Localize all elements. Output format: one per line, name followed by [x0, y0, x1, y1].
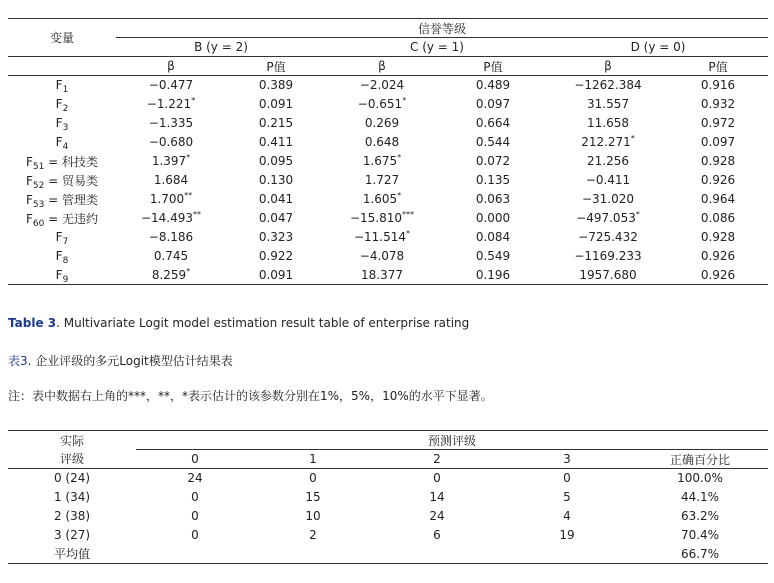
- beta-d-cell: 1957.680: [548, 266, 668, 285]
- beta-c-cell: 0.648: [364, 135, 400, 149]
- pct-cell: 44.1%: [680, 490, 720, 504]
- pvalue-d-cell: 0.926: [668, 266, 768, 285]
- table-row: [8, 190, 768, 209]
- count-cell: 24: [429, 509, 445, 523]
- pvalue-c-cell: 0.544: [475, 135, 511, 149]
- pct-cell: 70.4%: [680, 528, 720, 542]
- pvalue-c-cell: 0.489: [475, 78, 511, 93]
- count-cell: 6: [433, 528, 441, 542]
- count-cell: 15: [305, 490, 321, 504]
- group-b-header: B (y = 2): [194, 40, 248, 54]
- pvalue-header: P值: [438, 57, 548, 76]
- actual-rating-cell: 1 (34): [53, 490, 91, 504]
- pvalue-c-cell: 0.135: [475, 173, 511, 187]
- average-label: 平均值: [8, 545, 136, 564]
- count-cell: 0: [191, 490, 199, 504]
- table-row: [8, 209, 768, 228]
- beta-c-cell: −15.810***: [349, 210, 415, 225]
- pred-col-3: 3: [502, 450, 632, 469]
- beta-b-cell: −0.477: [148, 78, 194, 93]
- variable-cell: $F_1$: [55, 78, 69, 96]
- table-row: [8, 76, 768, 95]
- beta-b-cell: −1.335: [148, 116, 194, 130]
- beta-c-cell: 18.377: [326, 266, 438, 285]
- variable-cell: $F_{52}$ = 贸易类: [25, 173, 99, 191]
- beta-b-cell: 8.259*: [116, 266, 226, 285]
- pvalue-header: P值: [226, 57, 326, 76]
- beta-c-cell: −0.651*: [357, 96, 407, 111]
- count-cell: 0: [563, 471, 571, 486]
- pvalue-b-cell: 0.323: [258, 230, 294, 244]
- pvalue-d-cell: 0.932: [700, 97, 736, 111]
- beta-header: β: [116, 57, 226, 76]
- pvalue-b-cell: 0.411: [258, 135, 294, 149]
- pvalue-d-cell: 0.928: [700, 154, 736, 168]
- table-row: [8, 95, 768, 114]
- pvalue-d-cell: 0.916: [700, 78, 736, 93]
- actual-header: 实际: [8, 431, 136, 450]
- beta-b-cell: 1.684: [153, 173, 189, 187]
- count-cell: 14: [429, 490, 445, 504]
- beta-header: β: [548, 57, 668, 76]
- group-d-header: D (y = 0): [630, 40, 686, 54]
- table-row: [8, 228, 768, 247]
- pred-col-0: 0: [136, 450, 254, 469]
- count-cell: 0: [191, 528, 199, 542]
- pvalue-d-cell: 0.964: [700, 192, 736, 206]
- pvalue-c-cell: 0.664: [475, 116, 511, 130]
- caption-label: 表3: [8, 354, 28, 368]
- actual-rating-cell: 3 (27): [53, 528, 91, 542]
- beta-d-cell: −1262.384: [574, 78, 642, 93]
- beta-c-cell: −11.514*: [353, 229, 411, 244]
- pvalue-b-cell: 0.215: [258, 116, 294, 130]
- rating-group-header: 信誉等级: [116, 19, 768, 38]
- group-c-header: C (y = 1): [410, 40, 464, 54]
- count-cell: 0: [309, 471, 317, 486]
- pvalue-b-cell: 0.389: [258, 78, 294, 93]
- table-row: [8, 114, 768, 133]
- beta-d-cell: −0.411: [585, 173, 631, 187]
- table-row: [8, 171, 768, 190]
- table-row: [8, 266, 768, 285]
- count-cell: 19: [559, 528, 575, 542]
- table-row: [8, 469, 768, 488]
- beta-b-cell: −8.186: [148, 230, 194, 244]
- variable-cell: $F_{51}$ = 科技类: [25, 154, 99, 172]
- pvalue-c-cell: 0.072: [475, 154, 511, 168]
- beta-d-cell: 11.658: [587, 116, 629, 130]
- variable-header: 变量: [8, 19, 116, 57]
- pvalue-c-cell: 0.084: [475, 230, 511, 244]
- pct-header: 正确百分比: [632, 450, 768, 469]
- table-caption-zh: [8, 352, 233, 369]
- beta-c-cell: 0.269: [364, 116, 400, 130]
- pvalue-header: P值: [668, 57, 768, 76]
- count-cell: 0: [191, 509, 199, 523]
- beta-c-cell: −2.024: [359, 78, 405, 93]
- beta-d-cell: −725.432: [578, 230, 638, 244]
- caption-text: . 企业评级的多元Logit模型估计结果表: [27, 354, 233, 368]
- beta-b-cell: 1.397*: [151, 153, 191, 168]
- count-cell: 0: [433, 471, 441, 486]
- variable-cell: $F_4$: [55, 135, 69, 152]
- beta-d-cell: 212.271*: [581, 134, 635, 149]
- pct-cell: 63.2%: [680, 509, 720, 523]
- beta-d-cell: −1169.233: [574, 249, 642, 263]
- beta-d-cell: −31.020: [581, 192, 635, 206]
- logit-estimation-table: [8, 18, 768, 285]
- pvalue-b-cell: 0.130: [258, 173, 294, 187]
- pvalue-b-cell: 0.091: [258, 97, 294, 111]
- pct-cell: 100.0%: [677, 471, 723, 486]
- beta-c-cell: 1.605*: [362, 191, 402, 206]
- table-row: [8, 133, 768, 152]
- table-row: [8, 152, 768, 171]
- pred-col-1: 1: [254, 450, 372, 469]
- pvalue-c-cell: 0.196: [438, 266, 548, 285]
- pvalue-c-cell: 0.063: [475, 192, 511, 206]
- pvalue-c-cell: 0.097: [475, 97, 511, 111]
- pvalue-c-cell: 0.549: [475, 249, 511, 263]
- pvalue-d-cell: 0.972: [700, 116, 736, 130]
- pvalue-d-cell: 0.928: [700, 230, 736, 244]
- variable-cell: $F_{60}$ = 无违约: [25, 211, 99, 229]
- variable-cell: $F_9$: [8, 266, 116, 285]
- beta-d-cell: 31.557: [587, 97, 629, 111]
- pvalue-d-cell: 0.926: [700, 173, 736, 187]
- count-cell: 5: [563, 490, 571, 504]
- variable-cell: $F_3$: [55, 116, 69, 133]
- pvalue-d-cell: 0.086: [700, 211, 736, 225]
- beta-b-cell: −0.680: [148, 135, 194, 149]
- variable-cell: $F_7$: [55, 230, 69, 247]
- count-cell: 10: [305, 509, 321, 523]
- beta-c-cell: 1.675*: [362, 153, 402, 168]
- pvalue-b-cell: 0.095: [258, 154, 294, 168]
- pred-col-2: 2: [372, 450, 502, 469]
- variable-cell: $F_{53}$ = 管理类: [25, 192, 99, 210]
- predicted-header: 预测评级: [136, 431, 768, 450]
- beta-d-cell: −497.053*: [576, 210, 640, 225]
- average-pct: 66.7%: [632, 545, 768, 564]
- beta-c-cell: −4.078: [359, 249, 405, 263]
- variable-cell: $F_8$: [55, 249, 69, 266]
- beta-b-cell: −1.221*: [146, 96, 196, 111]
- table-caption-en: [8, 316, 469, 330]
- actual-rating-cell: 0 (24): [53, 471, 91, 486]
- count-cell: 2: [309, 528, 317, 542]
- beta-c-cell: 1.727: [364, 173, 400, 187]
- table-row: [8, 507, 768, 526]
- prediction-accuracy-table: [8, 430, 768, 564]
- beta-b-cell: 1.700**: [149, 191, 193, 206]
- variable-cell: $F_2$: [55, 97, 69, 114]
- pvalue-d-cell: 0.097: [700, 135, 736, 149]
- count-cell: 4: [563, 509, 571, 523]
- beta-header: β: [326, 57, 438, 76]
- pvalue-b-cell: 0.041: [258, 192, 294, 206]
- pvalue-b-cell: 0.922: [258, 249, 294, 263]
- beta-b-cell: 0.745: [153, 249, 189, 263]
- count-cell: 24: [187, 471, 203, 486]
- table-row: [8, 488, 768, 507]
- beta-b-cell: −14.493**: [140, 210, 202, 225]
- table-row: [8, 526, 768, 545]
- actual-header-2: 评级: [8, 450, 136, 469]
- beta-d-cell: 21.256: [587, 154, 629, 168]
- table-row: [8, 247, 768, 266]
- pvalue-c-cell: 0.000: [475, 211, 511, 225]
- table-note: 注：表中数据右上角的***，**，*表示估计的该参数分别在1%，5%，10%的水平下显著。: [8, 389, 493, 403]
- caption-text: . Multivariate Logit model estimation result table of enterprise rating: [56, 316, 470, 330]
- pvalue-b-cell: 0.047: [258, 211, 294, 225]
- actual-rating-cell: 2 (38): [53, 509, 91, 523]
- pvalue-b-cell: 0.091: [226, 266, 326, 285]
- caption-label: Table 3: [8, 316, 57, 330]
- pvalue-d-cell: 0.926: [700, 249, 736, 263]
